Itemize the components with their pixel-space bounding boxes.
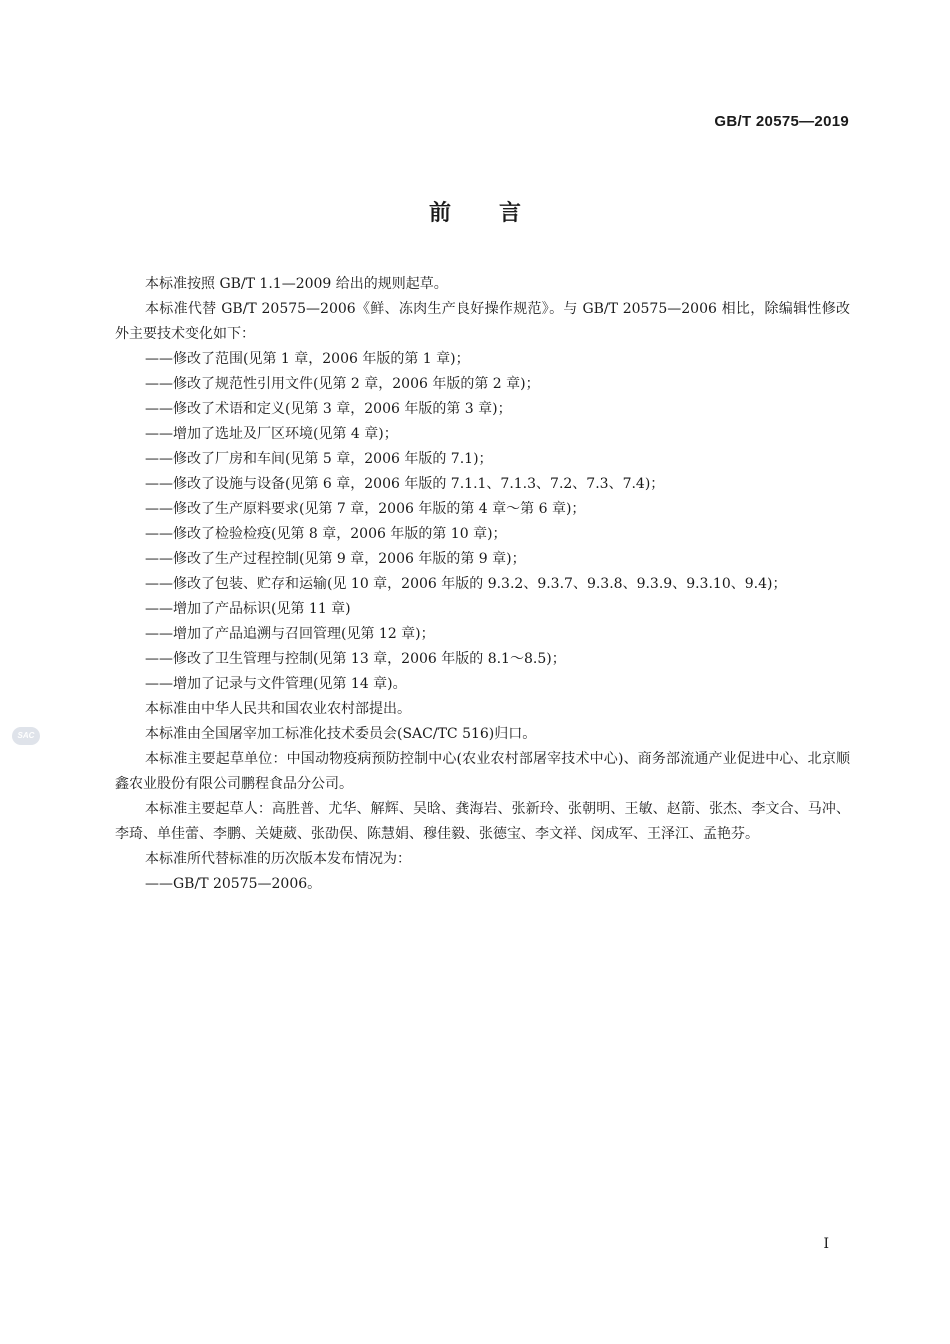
list-item: ——GB/T 20575—2006。 bbox=[145, 876, 322, 892]
list-item: ——修改了规范性引用文件(见第 2 章，2006 年版的第 2 章)； bbox=[145, 376, 540, 392]
list-item: ——增加了记录与文件管理(见第 14 章)。 bbox=[145, 676, 407, 692]
list-item: ——修改了检验检疫(见第 8 章，2006 年版的第 10 章)； bbox=[145, 526, 507, 542]
list-item: ——修改了包装、贮存和运输(见 10 章，2006 年版的 9.3.2、9.3.7、9.3.8、9.3.9、9.3.10、9.4)； bbox=[145, 576, 787, 592]
paragraph: 本标准主要起草人：高胜普、尤华、解辉、吴晗、龚海岩、张新玲、张朝明、王敏、赵箭、张杰、李文合、马冲、李琦、单佳蕾、李鹏、关婕葳、张劭俣、陈慧娟、穆佳毅、张德宝、李文祥、闵成军、王泽江、孟艳芬。 bbox=[115, 801, 850, 842]
list-item: ——修改了术语和定义(见第 3 章，2006 年版的第 3 章)； bbox=[145, 401, 512, 417]
list-item: ——修改了范围(见第 1 章，2006 年版的第 1 章)； bbox=[145, 351, 470, 367]
paragraph: 本标准主要起草单位：中国动物疫病预防控制中心(农业农村部屠宰技术中心)、商务部流通产业促进中心、北京顺鑫农业股份有限公司鹏程食品分公司。 bbox=[115, 751, 850, 792]
page-title: 前言 bbox=[428, 201, 569, 226]
paragraph: 本标准由全国屠宰加工标准化技术委员会(SAC/TC 516)归口。 bbox=[145, 726, 537, 742]
list-item: ——修改了设施与设备(见第 6 章，2006 年版的 7.1.1、7.1.3、7.2、7.3、7.4)； bbox=[145, 476, 665, 492]
list-item: ——修改了生产过程控制(见第 9 章，2006 年版的第 9 章)； bbox=[145, 551, 526, 567]
standard-code: GB/T 20575—2019 bbox=[714, 113, 849, 130]
paragraph: 本标准所代替标准的历次版本发布情况为： bbox=[145, 851, 411, 867]
list-item: ——增加了选址及厂区环境(见第 4 章)； bbox=[145, 426, 398, 442]
document-body bbox=[115, 272, 850, 897]
page-number: I bbox=[823, 1236, 829, 1252]
list-item: ——修改了厂房和车间(见第 5 章，2006 年版的 7.1)； bbox=[145, 451, 493, 467]
paragraph: 本标准代替 GB/T 20575—2006《鲜、冻肉生产良好操作规范》。与 GB/T 20575—2006 相比，除编辑性修改外主要技术变化如下： bbox=[115, 301, 850, 342]
paragraph: 本标准按照 GB/T 1.1—2009 给出的规则起草。 bbox=[145, 276, 448, 292]
list-item: ——修改了卫生管理与控制(见第 13 章，2006 年版的 8.1～8.5)； bbox=[145, 651, 566, 667]
sac-watermark: SAC bbox=[12, 727, 40, 745]
list-item: ——增加了产品标识(见第 11 章) bbox=[145, 601, 351, 617]
paragraph: 本标准由中华人民共和国农业农村部提出。 bbox=[145, 701, 411, 717]
change-list bbox=[115, 347, 850, 697]
list-item: ——修改了生产原料要求(见第 7 章，2006 年版的第 4 章～第 6 章)； bbox=[145, 501, 586, 517]
list-item: ——增加了产品追溯与召回管理(见第 12 章)； bbox=[145, 626, 435, 642]
